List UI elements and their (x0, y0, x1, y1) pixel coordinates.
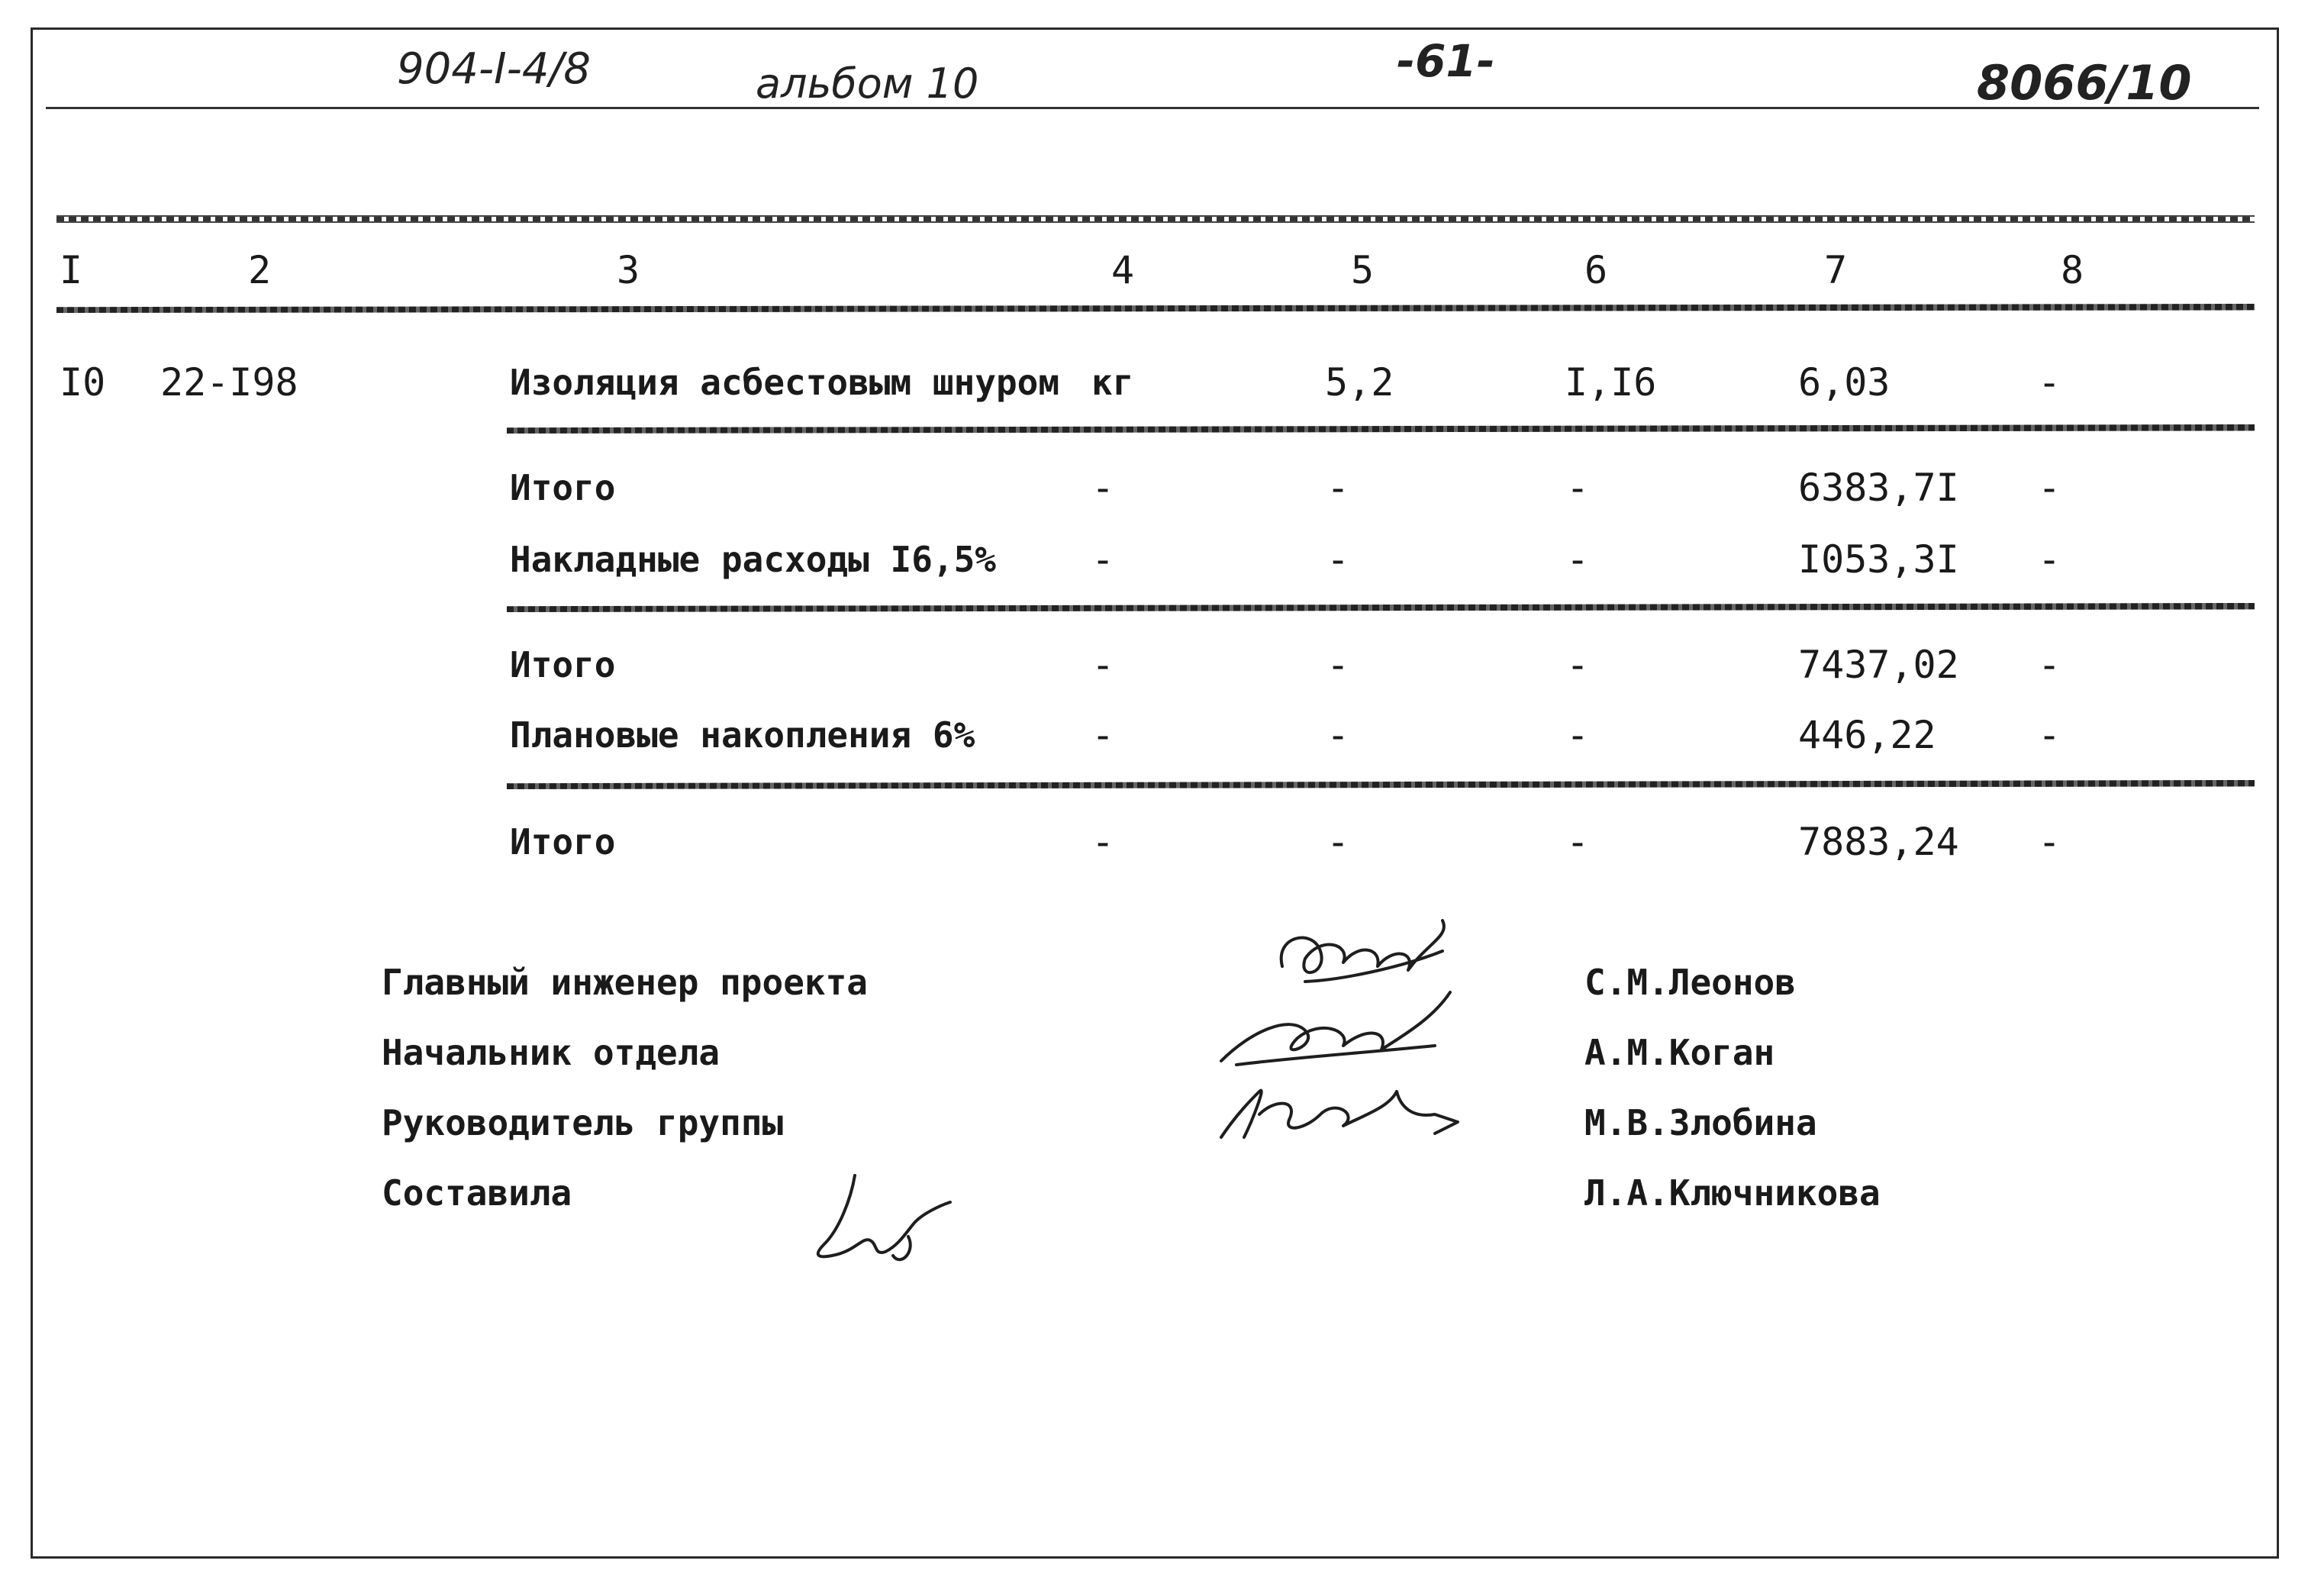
row2-col7: 6383,7I (1798, 466, 1959, 510)
header-rule (46, 107, 2259, 109)
page-number: -61- (1397, 35, 1495, 87)
row1-unit: кг (1091, 362, 1134, 403)
row3-name: Накладные расходы I6,5% (510, 539, 996, 580)
sign-name-compiler: Л.А.Ключникова (1584, 1172, 1881, 1214)
row1-col1: I0 (60, 360, 106, 405)
doc-code: 904-I-4/8 (397, 44, 591, 94)
sign-name-department-head: А.М.Коган (1584, 1032, 1775, 1073)
signature-department-head (1206, 985, 1465, 1076)
row2-col6: - (1566, 466, 1590, 510)
row3-col8: - (2038, 537, 2061, 582)
row2-name: Итого (510, 467, 616, 508)
row3-col6: - (1566, 537, 1590, 582)
sign-name-chief-engineer: С.М.Леонов (1584, 962, 1796, 1003)
row1-col8: - (2038, 360, 2061, 405)
signature-group-lead (1206, 1069, 1465, 1153)
col-header-8: 8 (2061, 248, 2084, 292)
row6-col6: - (1566, 820, 1590, 864)
row1-col7: 6,03 (1798, 360, 1891, 405)
row3-col7: I053,3I (1798, 537, 1959, 582)
table-top-rule (56, 215, 2255, 223)
row2-col5: - (1326, 466, 1350, 510)
col-header-1: I (60, 248, 83, 292)
row6-col4: - (1091, 820, 1115, 864)
sign-role-chief-engineer: Главный инженер проекта (382, 962, 868, 1003)
row5-col4: - (1091, 713, 1115, 757)
album-label: альбом 10 (756, 60, 979, 108)
row5-name: Плановые накопления 6% (510, 714, 975, 756)
row4-col7: 7437,02 (1798, 643, 1959, 687)
row2-col8: - (2038, 466, 2061, 510)
row6-name: Итого (510, 821, 616, 862)
row2-col4: - (1091, 466, 1115, 510)
row6-col5: - (1326, 820, 1350, 864)
col-header-5: 5 (1351, 248, 1375, 292)
row1-col6: I,I6 (1565, 360, 1657, 405)
col-header-2: 2 (248, 248, 272, 292)
row4-col4: - (1091, 643, 1115, 687)
sign-name-group-lead: М.В.Злобина (1584, 1102, 1817, 1143)
row1-name: Изоляция асбестовым шнуром (510, 362, 1060, 403)
page-frame (31, 27, 2279, 1559)
col-header-6: 6 (1584, 248, 1608, 292)
row1-col5: 5,2 (1325, 360, 1394, 405)
col-header-4: 4 (1111, 248, 1135, 292)
signature-compiler (809, 1168, 954, 1275)
row5-col7: 446,22 (1798, 713, 1936, 757)
row6-col8: - (2038, 820, 2061, 864)
row3-col5: - (1326, 537, 1350, 582)
row6-col7: 7883,24 (1798, 820, 1959, 864)
row4-col5: - (1326, 643, 1350, 687)
row4-col8: - (2038, 643, 2061, 687)
sign-role-group-lead: Руководитель группы (382, 1102, 784, 1143)
sign-role-department-head: Начальник отдела (382, 1032, 720, 1073)
row5-col8: - (2038, 713, 2061, 757)
row3-col4: - (1091, 537, 1115, 582)
row4-name: Итого (510, 644, 616, 685)
row4-col6: - (1566, 643, 1590, 687)
col-header-3: 3 (617, 248, 640, 292)
sign-role-compiler: Составила (382, 1172, 572, 1214)
row1-col2: 22-I98 (160, 360, 298, 405)
col-header-7: 7 (1824, 248, 1848, 292)
row5-col5: - (1326, 713, 1350, 757)
sheet-code: 8066/10 (1977, 55, 2192, 111)
row5-col6: - (1566, 713, 1590, 757)
